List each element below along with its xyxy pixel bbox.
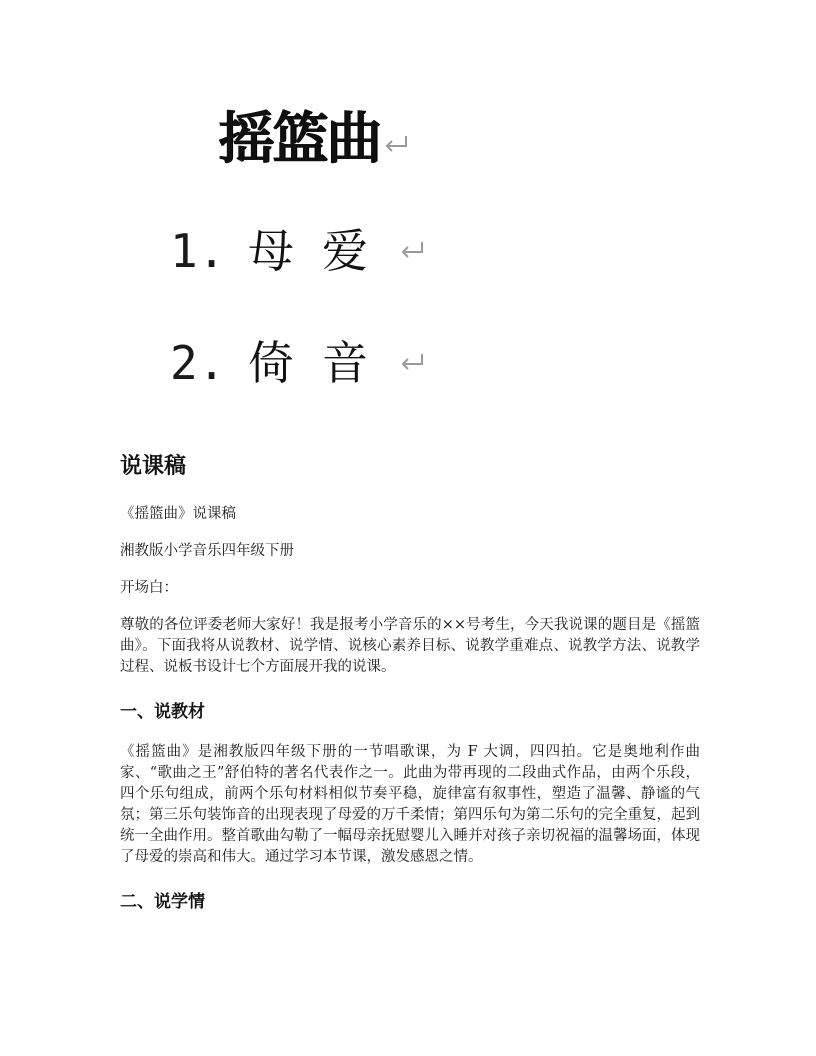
cover-item-number: 2. xyxy=(170,336,226,390)
paragraph-return-icon xyxy=(382,134,410,156)
paragraph-return-icon xyxy=(398,352,426,374)
document-subtitle: 《摇篮曲》说课稿 xyxy=(120,506,236,522)
document-body xyxy=(120,452,700,932)
cover-title-line xyxy=(218,108,410,172)
section-heading-learners: 二、说学情 xyxy=(120,892,205,912)
cover-item-text: 母爱 xyxy=(248,224,396,278)
opening-paragraph: 尊敬的各位评委老师大家好！我是报考小学音乐的××号考生，今天我说课的题目是《摇篮曲》。下面我将从说教材、说学情、说核心素养目标、说教学重难点、说教学方法、说教学过程、说板书设计七个方面展开我的说课。 xyxy=(120,617,700,675)
cover-item-1 xyxy=(170,224,426,278)
cover-item-number: 1. xyxy=(170,224,226,278)
cover-graphic xyxy=(0,0,816,440)
cover-title: 摇篮曲 xyxy=(218,107,380,172)
paragraph-return-icon xyxy=(398,240,426,262)
section-heading-textbook: 一、说教材 xyxy=(120,702,205,722)
section-paragraph-textbook: 《摇篮曲》是湘教版四年级下册的一节唱歌课，为 F 大调，四四拍。它是奥地利作曲家、“歌曲之王”舒伯特的著名代表作之一。此曲为带再现的二段曲式作品，由两个乐段，四个乐句组成，前两个乐句材料相似节奏平稳，旋律富有叙事性，塑造了温馨、静谧的气氛；第三乐句装饰音的出现表现了母爱的万千柔情；第四乐句为第二乐句的完全重复，起到统一全曲作用。整首歌曲勾勒了一幅母亲抚慰婴儿入睡并对孩子亲切祝福的温馨场面，体现了母爱的崇高和伟大。通过学习本节课，激发感恩之情。 xyxy=(120,744,700,865)
document-edition: 湘教版小学音乐四年级下册 xyxy=(120,543,294,559)
cover-item-2 xyxy=(170,336,426,390)
opening-label: 开场白： xyxy=(120,580,178,596)
document-heading: 说课稿 xyxy=(120,454,187,479)
cover-item-text: 倚音 xyxy=(248,336,396,390)
